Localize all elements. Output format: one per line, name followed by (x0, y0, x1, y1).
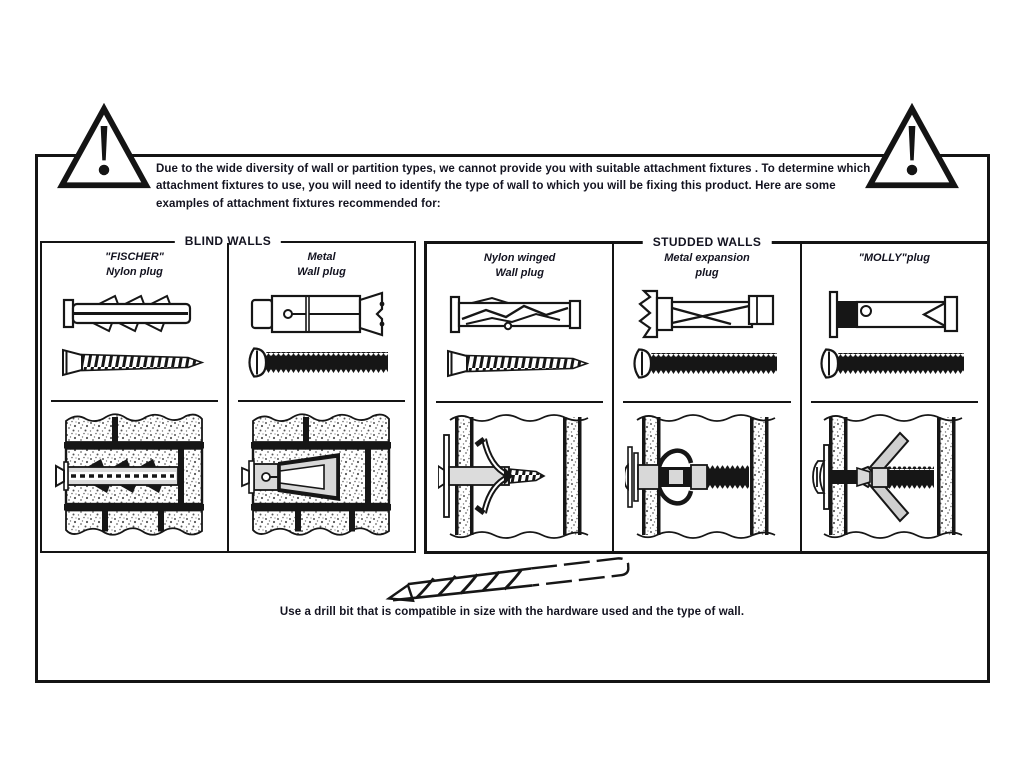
divider-line (811, 401, 978, 403)
fischer-nylon-plug-icon (59, 287, 211, 341)
column-metal-expansion-plug (614, 244, 801, 551)
countersunk-wood-screw-icon (444, 346, 596, 382)
section-studded-walls (424, 235, 990, 554)
pan-head-machine-screw-icon (818, 346, 970, 382)
hollow-stud-wall-cross-section (812, 409, 976, 545)
divider-line (238, 400, 405, 402)
divider-line (51, 400, 218, 402)
molly-plug-icon (818, 288, 970, 342)
masonry-blind-wall-cross-section (53, 408, 217, 544)
section-title-studded-walls: STUDDED WALLS (643, 235, 772, 249)
column-molly-plug (802, 244, 987, 551)
column-metal-wall-plug (229, 243, 414, 551)
hollow-stud-wall-cross-section (438, 409, 602, 545)
masonry-blind-wall-cross-section (240, 408, 404, 544)
pan-head-machine-screw-icon (246, 345, 398, 381)
fixture-label: "MOLLY"plug (858, 252, 930, 264)
intro-paragraph: Due to the wide diversity of wall or partition types, we cannot provide you with suitable attachment fixtures . To determine which attachment fixtures to use, you will need to identify the type of wall to which you will be fixing this product. Here are some examples of attachment fixtures recommended for: (156, 163, 871, 210)
fixture-label: Metal expansion plug (664, 252, 750, 279)
column-fischer-nylon-plug (42, 243, 229, 551)
section-blind-walls (40, 234, 416, 553)
metal-wall-plug-icon (246, 287, 398, 341)
divider-line (436, 401, 603, 403)
hollow-stud-wall-cross-section (625, 409, 789, 545)
fixture-label: Metal Wall plug (297, 251, 346, 278)
column-nylon-winged-wall-plug (427, 244, 614, 551)
fixture-label: Nylon winged Wall plug (483, 252, 556, 279)
drill-note: Use a drill bit that is compatible in size with the hardware used and the type of wall. (279, 606, 745, 618)
nylon-winged-wall-plug-icon (444, 288, 596, 342)
warning-triangle-icon (56, 103, 152, 191)
fixture-label: "FISCHER" Nylon plug (105, 251, 164, 278)
section-title-blind-walls: BLIND WALLS (175, 234, 281, 248)
twist-drill-bit-icon (380, 554, 640, 604)
pan-head-machine-screw-icon (631, 346, 783, 382)
divider-line (623, 401, 790, 403)
metal-expansion-plug-icon (631, 288, 783, 342)
countersunk-wood-screw-icon (59, 345, 211, 381)
